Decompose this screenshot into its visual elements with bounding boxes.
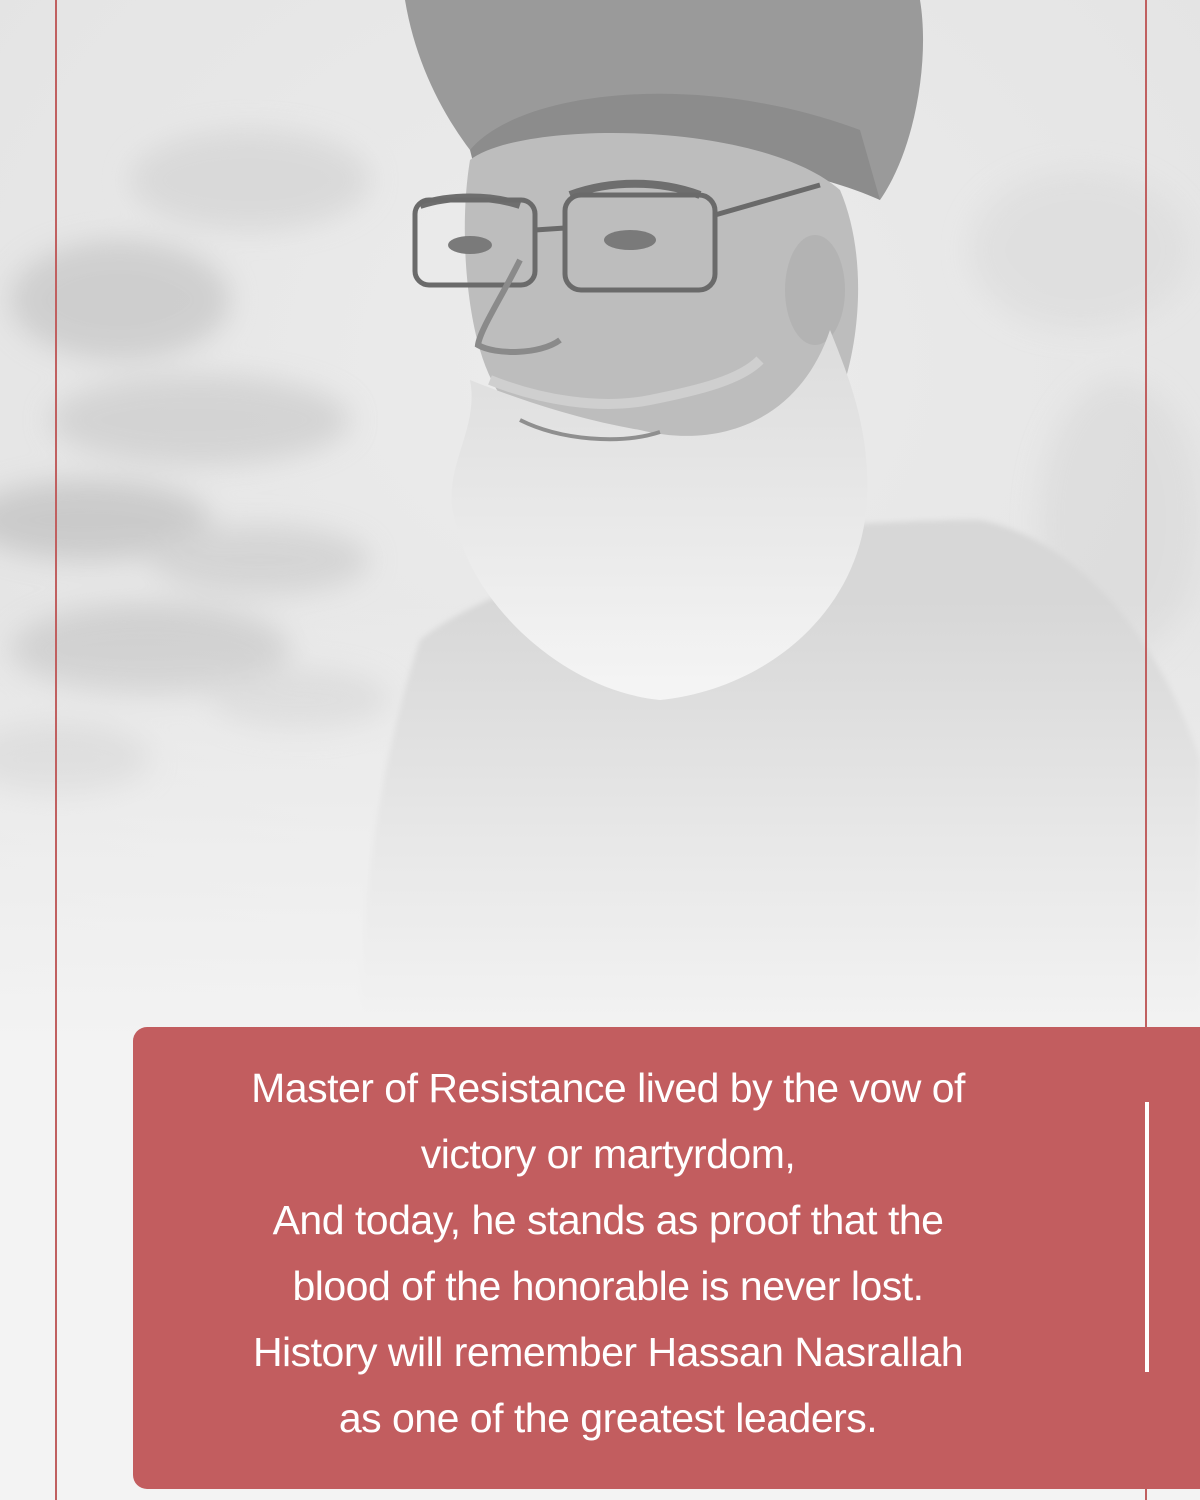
quote-line: blood of the honorable is never lost. (292, 1263, 924, 1309)
quote-box (133, 1027, 1200, 1489)
left-border-line (55, 0, 57, 1500)
quote-line: victory or martyrdom, (420, 1131, 796, 1177)
quote-text (133, 1055, 1083, 1451)
quote-line: And today, he stands as proof that the (272, 1197, 944, 1243)
quote-accent-bar (1145, 1102, 1149, 1372)
quote-line: History will remember Hassan Nasrallah (252, 1329, 964, 1375)
quote-line: as one of the greatest leaders. (338, 1395, 878, 1441)
quote-line: Master of Resistance lived by the vow of (251, 1065, 965, 1111)
